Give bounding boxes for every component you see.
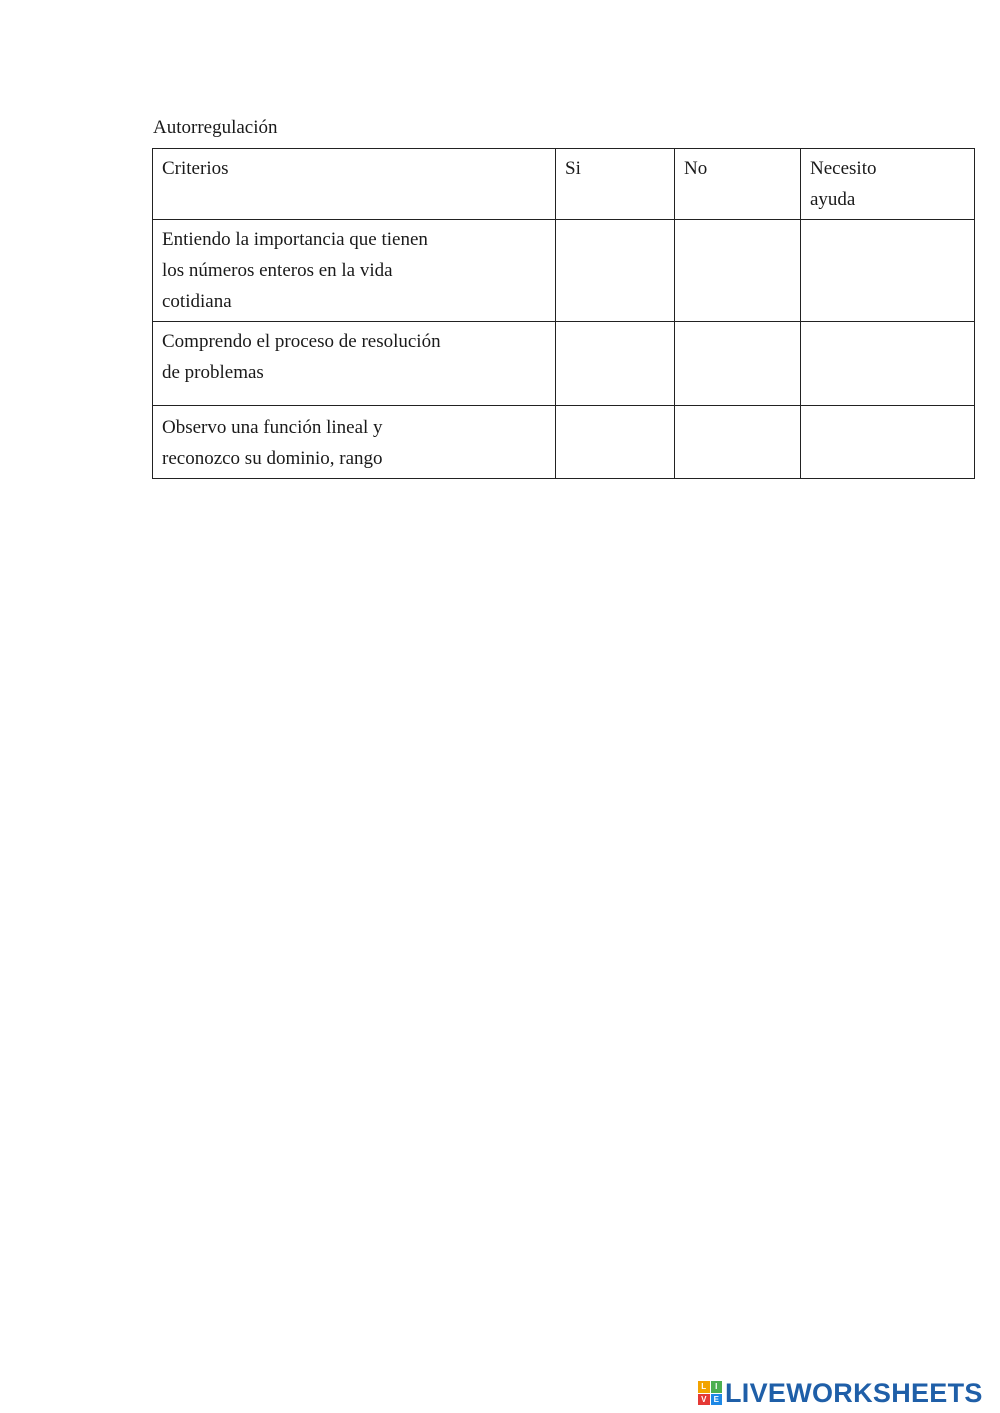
criterion-text: Comprendo el proceso de resolución de problemas [153, 322, 556, 406]
answer-cell-si[interactable] [556, 322, 675, 406]
answer-cell-no[interactable] [675, 406, 801, 479]
table-header-row [153, 149, 975, 220]
logo-text: LIVEWORKSHEETS [725, 1378, 983, 1408]
liveworksheets-mark-icon [698, 1381, 722, 1405]
table-row [153, 406, 975, 479]
table-row [153, 322, 975, 406]
self-assessment-table [152, 148, 975, 479]
answer-cell-si[interactable] [556, 406, 675, 479]
answer-cell-necesito-ayuda[interactable] [801, 220, 975, 322]
table-row [153, 220, 975, 322]
answer-cell-no[interactable] [675, 322, 801, 406]
logo-mark-letter: V [698, 1394, 710, 1406]
logo-mark-letter: L [698, 1381, 710, 1393]
answer-cell-necesito-ayuda[interactable] [801, 322, 975, 406]
logo-mark-letter: E [711, 1394, 723, 1406]
logo-mark-letter: I [711, 1381, 723, 1393]
header-criterios: Criterios [153, 149, 556, 220]
liveworksheets-logo [698, 1379, 983, 1407]
answer-cell-necesito-ayuda[interactable] [801, 406, 975, 479]
answer-cell-no[interactable] [675, 220, 801, 322]
criterion-text: Observo una función lineal y reconozco su dominio, rango [153, 406, 556, 479]
header-si: Si [556, 149, 675, 220]
criterion-text: Entiendo la importancia que tienen los números enteros en la vida cotidiana [153, 220, 556, 322]
section-title: Autorregulación [153, 117, 278, 138]
header-no: No [675, 149, 801, 220]
answer-cell-si[interactable] [556, 220, 675, 322]
header-necesito-ayuda: Necesito ayuda [801, 149, 975, 220]
